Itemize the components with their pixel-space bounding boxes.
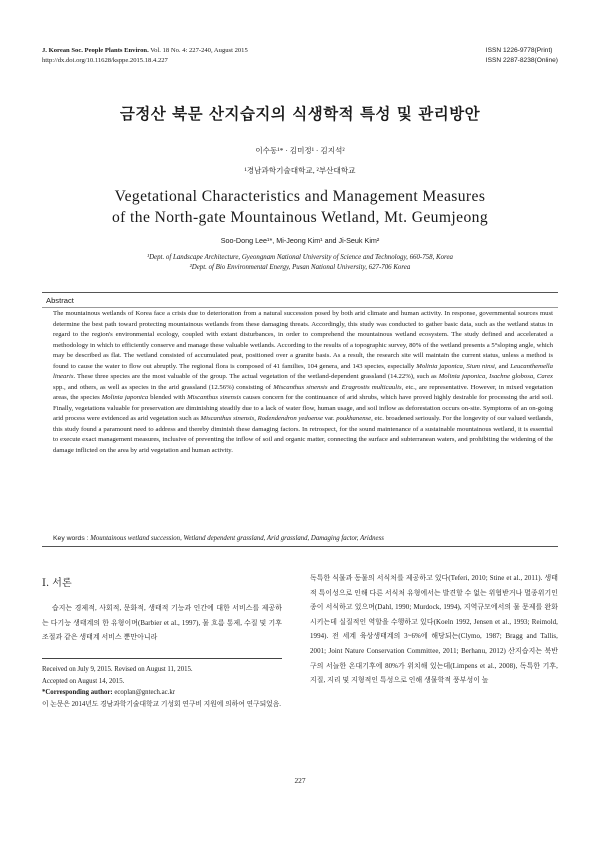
keywords-label: Key words :	[53, 535, 89, 542]
abstract-text: The mountainous wetlands of Korea face a crisis due to deterioration from a natural succession posed by both arid climate and human activity. In response, governmental sources must determine the best path toward protecting mountainous wetlands from these damaging threats. Accordingly, this study was conducted to gather basic data, such as the wetland status in regard to the region's environmental ecology, coupled with extant disturbances, in order to comprehend the mountainous wetland ecosystem. The study defined and accelerated a methodology in which to efficiently conserve and manage these valuable wetlands. According to the results of a topographic survey, 80% of the wetland presents a 5°sloping angle, which may be described as flat. The wetland consisted of accumulated peat, positioned over a granite basis. As a result, the research site will maintain the current status, unless a method is found to cause the water to flow out abruptly. The regional flora is composed of 41 families, 104 genera, and 143 species, especially Molinia japonica, Sium ninsi, and Leucanthemella linearis. These three species are the most valuable of the group. The actual vegetation of the wetland-dependent grassland (14.22%), such as Molinia japonica, Isachne globosa, Carex spp., and others, as well as species in the arid grassland (12.56%) consisting of Miscanthus sinensis and Eragrostis multicaulis, etc., are representative. However, in mixed vegetation areas, the species Molinia japonica blended with Miscanthus sinensis causes concern for the continuance of arid shrubs, which have proved highly desirable for processing the arid soil. Finally, vegetations valuable for preservation are diminishing steadily due to a lack of water flow, human usage, and soil inflow as deforestation occurs on-site. Symptoms of an on-going arid process were evidenced as arid vegetation such as Miscanthus sinensis, Rodendendron yedoense var. poukhanense, etc. broadened seriously. For the longevity of our valued wetlands, this study found a paramount need to address and thereby diminish these damaging factors. In retrospect, for the sound maintenance of a sustainable mountainous wetland, it is essential to execute exact management measures, inclusive of preventing the inflow of soil and organic matter, connecting the surface and subterranean waters, and prohibiting the widening of the damage inflicted on the area by arid vegetation and human activity.	[53, 310, 554, 454]
footnotes	[42, 664, 282, 710]
volume-info: Vol. 18 No. 4: 227-240, August 2015	[150, 47, 248, 54]
english-affiliations	[0, 253, 600, 273]
abstract-heading: Abstract	[46, 296, 74, 305]
korean-authors: 이수동¹* · 김미정¹ · 김지석²	[255, 146, 345, 155]
affiliation-1: ¹Dept. of Landscape Architecture, Gyeongnam National University of Science and Technology, 660-758, Korea	[147, 254, 453, 261]
footnote-divider	[42, 658, 282, 659]
korean-title: 금정산 북문 산지습지의 식생학적 특성 및 관리방안	[119, 104, 481, 123]
english-authors: Soo-Dong Lee¹*, Mi-Jeong Kim¹ and Ji-Seuk Kim²	[220, 236, 380, 245]
funding-note: 이 논문은 2014년도 경남과학기술대학교 기성회 연구비 지원에 의하여 연구되었음.	[42, 700, 281, 708]
affiliation-2: ²Dept. of Bio Environmental Energy, Pusan National University, 627-706 Korea	[189, 264, 411, 271]
running-header-right	[486, 46, 558, 66]
right-column	[310, 572, 558, 689]
issn-online: ISSN 2287-8238(Online)	[485, 57, 558, 64]
accepted-date: Accepted on August 14, 2015.	[42, 677, 125, 685]
author-email[interactable]: ecoplan@gntech.ac.kr	[114, 689, 175, 696]
keywords-text: Mountainous wetland succession, Wetland dependent grassland, Arid grassland, Damaging factor, Aridness	[90, 535, 384, 542]
english-title-line2: of the North-gate Mountainous Wetland, Mt. Geumjeong	[111, 209, 489, 226]
running-header-left	[42, 46, 248, 66]
doi-link[interactable]: http://dx.doi.org/10.11628/ksppe.2015.18.4.227	[42, 57, 168, 64]
keywords	[53, 535, 553, 542]
abstract-box	[42, 292, 558, 547]
intro-paragraph-right: 독특한 식물과 동물의 서식처를 제공하고 있다(Teferi, 2010; Stine et al., 2011). 생태적 특이성으로 인해 다른 서식처 유형에서는 발견할 수 없는 위협받거나 멸종위기인 종이 서식하고 있으며(Dahl, 1990; Murdock, 1994), 지역규모에서의 물 문제를 완화시키는데 실질적인 역할을 수행하고 있다(Koeln 1992, Jensen et al., 1993; Reimold, 1994). 전 세계 육상생태계의 3~6%에 해당되는(Clymo, 1987; Bragg and Tallis, 2001; Joint Nature Conservation Committee, 2011; Berhanu, 2012) 산지습지는 북반구의 서늘한 온대기후에 80%가 위치해 있는데(Limpens et al., 2008), 독특한 기후, 지질, 지리 및 지형적인 특성으로 인해 생물학적 풍부성이 높	[310, 575, 558, 685]
section-heading-introduction: Ⅰ. 서론	[42, 578, 72, 589]
abstract-divider	[42, 307, 558, 308]
korean-affiliations: ¹경남과학기술대학교, ²부산대학교	[244, 166, 356, 175]
english-title-line1: Vegetational Characteristics and Management Measures	[114, 188, 486, 205]
page-number: 227	[294, 776, 306, 785]
left-column	[42, 572, 282, 646]
issn-print: ISSN 1226-9778(Print)	[485, 47, 553, 54]
received-date: Received on July 9, 2015. Revised on August 11, 2015.	[42, 666, 193, 673]
journal-name: J. Korean Soc. People Plants Environ.	[42, 47, 149, 54]
corresponding-author: *Corresponding author: ecoplan@gntech.ac.kr	[42, 689, 175, 696]
english-title	[0, 186, 600, 228]
intro-paragraph-left: 습지는 경제적, 사회적, 문화적, 생태적 기능과 인간에 대한 서비스를 제공하는 다기능 생태계의 한 유형이며(Barbier et al., 1997), 물 흐름 통제, 수질 및 기후 조절과 같은 생태계 서비스 뿐만아니라	[42, 605, 282, 642]
